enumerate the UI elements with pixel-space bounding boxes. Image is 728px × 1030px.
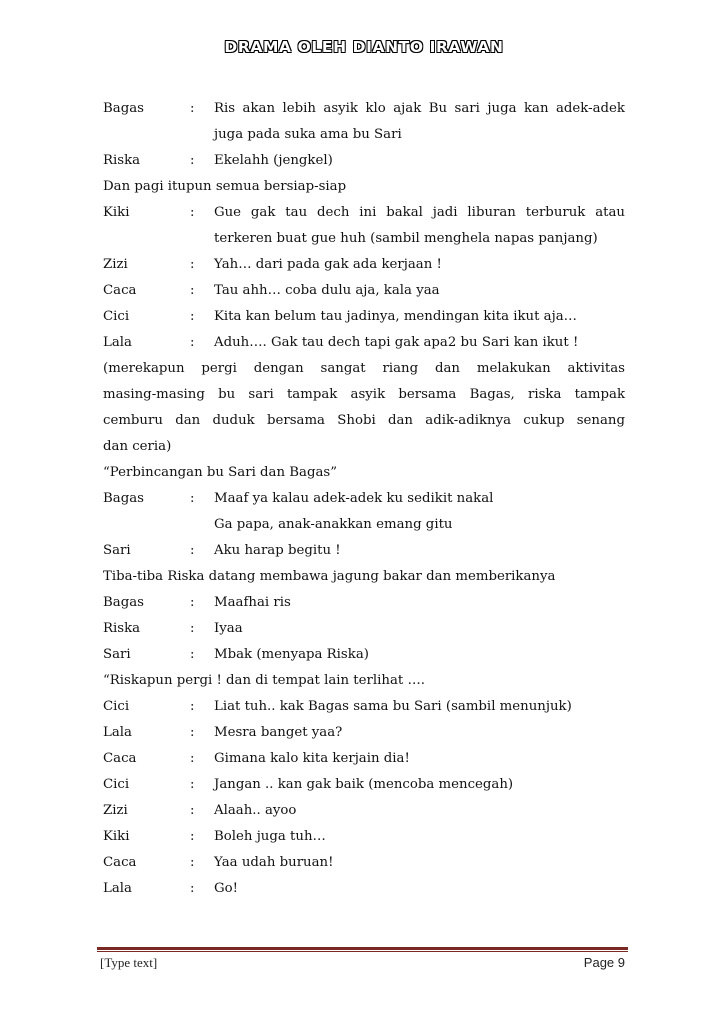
dialog-text [214, 850, 625, 876]
dialog-text-line: Go! [214, 881, 238, 896]
dialog-line [103, 850, 625, 876]
speaker-colon: : [190, 335, 195, 350]
speaker-name: Zizi [103, 257, 128, 272]
paragraph-line: (merekapun pergi dengan sangat riang dan melakukan aktivitas [103, 361, 625, 376]
speaker-colon: : [190, 725, 195, 740]
speaker-name: Caca [103, 855, 137, 870]
speaker-colon: : [190, 309, 195, 324]
dialog-line [103, 538, 625, 564]
footer-left-text: [Type text] [100, 955, 158, 970]
speaker-colon: : [190, 283, 195, 298]
dialog-text [214, 824, 625, 850]
dialog-text [214, 876, 625, 902]
speaker-name: Caca [103, 751, 137, 766]
dialog-text-line: Aduh…. Gak tau dech tapi gak apa2 bu Sari kan ikut ! [214, 335, 579, 350]
speaker-name: Cici [103, 699, 130, 714]
dialog-text-line: Mesra banget yaa? [214, 725, 343, 740]
dialog-line [103, 96, 625, 148]
dialog-text-line: Yah… dari pada gak ada kerjaan ! [214, 257, 442, 272]
dialog-line [103, 746, 625, 772]
dialog-line [103, 590, 625, 616]
speaker-colon: : [190, 153, 195, 168]
dialog-text-line: Ga papa, anak-anakkan emang gitu [214, 517, 453, 532]
speaker-name: Caca [103, 283, 137, 298]
speaker-name: Riska [103, 621, 141, 636]
speaker-colon: : [190, 751, 195, 766]
speaker-name: Kiki [103, 205, 130, 220]
narration-line: “Riskapun pergi ! dan di tempat lain terlihat …. [103, 673, 425, 688]
dialog-line [103, 824, 625, 850]
dialog-text [214, 616, 625, 642]
speaker-colon: : [190, 595, 195, 610]
speaker-name: Bagas [103, 491, 144, 506]
dialog-text [214, 720, 625, 746]
speaker-name: Bagas [103, 595, 144, 610]
speaker-name: Lala [103, 881, 132, 896]
dialog-line [103, 720, 625, 746]
dialog-text [214, 694, 625, 720]
dialog-text-line: Aku harap begitu ! [214, 543, 341, 558]
speaker-colon: : [190, 699, 195, 714]
narration-line: Dan pagi itupun semua bersiap-siap [103, 179, 347, 194]
paragraph-line: cemburu dan duduk bersama Shobi dan adik-adiknya cukup senang [103, 413, 625, 428]
speaker-colon: : [190, 881, 195, 896]
dialog-text [214, 304, 625, 330]
dialog-text [214, 798, 625, 824]
dialog-text [214, 538, 625, 564]
dialog-text-line: Mbak (menyapa Riska) [214, 647, 369, 662]
speaker-colon: : [190, 543, 195, 558]
speaker-name: Lala [103, 725, 132, 740]
speaker-name: Sari [103, 647, 131, 662]
footer-divider [97, 947, 628, 950]
stage-direction-paragraph [103, 356, 625, 460]
speaker-colon: : [190, 803, 195, 818]
speaker-colon: : [190, 829, 195, 844]
page-header-title: DRAMA OLEH DIANTO IRAWAN [224, 38, 504, 56]
dialog-line [103, 486, 625, 538]
speaker-name: Kiki [103, 829, 130, 844]
dialog-text-line: Ris akan lebih asyik klo ajak Bu sari juga kan adek-adek [214, 101, 625, 116]
speaker-colon: : [190, 205, 195, 220]
dialog-text [214, 642, 625, 668]
speaker-name: Cici [103, 777, 130, 792]
dialog-text-line: Kita kan belum tau jadinya, mendingan kita ikut aja… [214, 309, 577, 324]
dialog-line [103, 798, 625, 824]
narration-line: “Perbincangan bu Sari dan Bagas” [103, 465, 338, 480]
dialog-text-line: terkeren buat gue huh (sambil menghela napas panjang) [214, 231, 598, 246]
speaker-name: Sari [103, 543, 131, 558]
speaker-colon: : [190, 491, 195, 506]
dialog-text [214, 590, 625, 616]
speaker-name: Bagas [103, 101, 144, 116]
dialog-line [103, 278, 625, 304]
dialog-text-line: Liat tuh.. kak Bagas sama bu Sari (sambil menunjuk) [214, 699, 572, 714]
dialog-text-line: Jangan .. kan gak baik (mencoba mencegah) [214, 777, 514, 792]
dialog-line [103, 304, 625, 330]
dialog-line [103, 148, 625, 174]
dialog-text-line: Ekelahh (jengkel) [214, 153, 333, 168]
dialog-text-line: Yaa udah buruan! [214, 855, 334, 870]
speaker-name: Lala [103, 335, 132, 350]
dialog-text [214, 486, 625, 538]
dialog-text [214, 278, 625, 304]
speaker-colon: : [190, 621, 195, 636]
dialog-line [103, 252, 625, 278]
speaker-name: Zizi [103, 803, 128, 818]
speaker-colon: : [190, 257, 195, 272]
dialog-line [103, 694, 625, 720]
dialog-line [103, 642, 625, 668]
dialog-text-line: juga pada suka ama bu Sari [214, 127, 402, 142]
dialog-text-line: Tau ahh… coba dulu aja, kala yaa [214, 283, 440, 298]
script-body [103, 96, 625, 902]
dialog-line [103, 876, 625, 902]
dialog-text-line: Gimana kalo kita kerjain dia! [214, 751, 410, 766]
dialog-text-line: Maaf ya kalau adek-adek ku sedikit nakal [214, 491, 494, 506]
dialog-line [103, 616, 625, 642]
dialog-text [214, 252, 625, 278]
page-number: Page 9 [583, 955, 625, 970]
dialog-text [214, 148, 625, 174]
dialog-text-line: Gue gak tau dech ini bakal jadi liburan terburuk atau [214, 205, 625, 220]
dialog-line [103, 772, 625, 798]
paragraph-line: dan ceria) [103, 439, 172, 454]
dialog-text [214, 200, 625, 252]
dialog-text [214, 772, 625, 798]
paragraph-line: masing-masing bu sari tampak asyik bersama Bagas, riska tampak [103, 387, 625, 402]
speaker-name: Cici [103, 309, 130, 324]
dialog-text-line: Boleh juga tuh… [214, 829, 326, 844]
speaker-colon: : [190, 101, 195, 116]
dialog-text-line: Alaah.. ayoo [214, 803, 297, 818]
narration-line: Tiba-tiba Riska datang membawa jagung bakar dan memberikanya [103, 569, 556, 584]
dialog-line [103, 200, 625, 252]
dialog-text-line: Maafhai ris [214, 595, 291, 610]
dialog-line [103, 330, 625, 356]
footer-divider-thin [97, 951, 628, 952]
dialog-text [214, 746, 625, 772]
speaker-colon: : [190, 777, 195, 792]
speaker-colon: : [190, 647, 195, 662]
speaker-colon: : [190, 855, 195, 870]
speaker-name: Riska [103, 153, 141, 168]
dialog-text [214, 330, 625, 356]
dialog-text-line: Iyaa [214, 621, 243, 636]
dialog-text [214, 96, 625, 148]
